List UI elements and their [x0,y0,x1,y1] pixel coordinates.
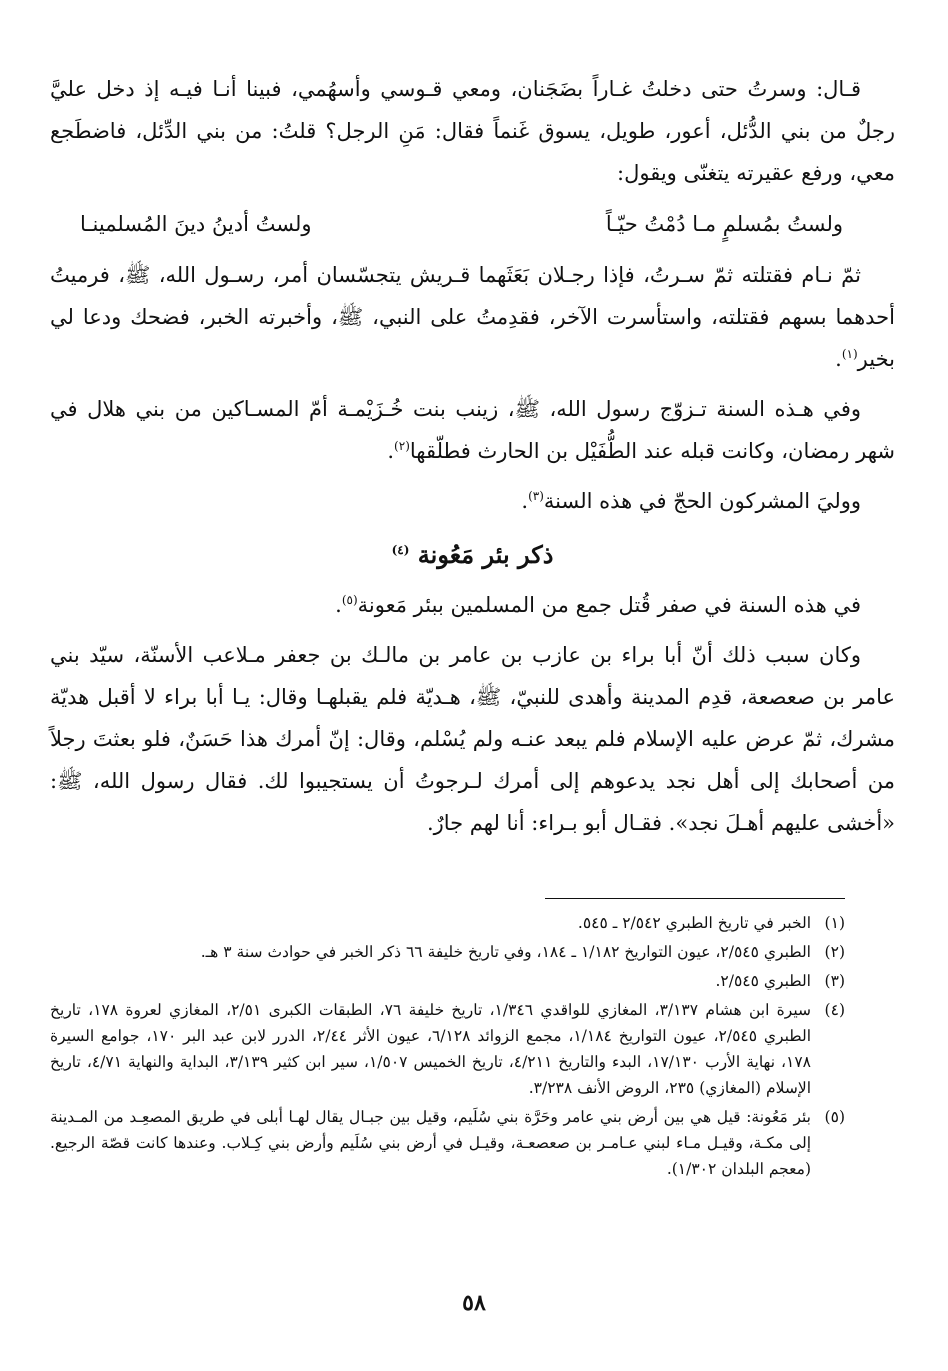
footnote-1 [50,910,845,936]
footnotes [50,910,845,1185]
paragraph-4: ووليَ المشركون الحجّ في هذه السنة$^{(٣)}$. [521,489,861,513]
footnote-ref-4[interactable]: (٤) [391,543,410,557]
footnote-text: الطبري ٢/٥٤٥، عيون التواريخ ١/١٨٢ ـ ١٨٤، وفي تاريخ خليفة ٦٦ ذكر الخبر في حوادث سنة ٣ هـ. [200,943,811,961]
footnote-text: الطبري ٢/٥٤٥. [715,972,811,990]
footnote-ref-2[interactable]: (٢) [394,439,410,453]
footnote-text: سيرة ابن هشام ٣/١٣٧، المغازي للواقدي ١/٣٤٦، تاريخ خليفة ٧٦، الطبقات الكبرى ٢/٥١، المغازي لعروة ١٧٨، تاريخ الطبري ٢/٥٤٥، عيون التواريخ ١/١٨٤، مجمع الزوائد ٦/١٢٨، عيون الأثر ٢/٤٤، الدرر لابن عبد البر ١٧٠، جوامع السيرة ١٧٨، نهاية الأرب ١٧/١٣٠، البدء والتاريخ ٤/٢١١، تاريخ الخميس ١/٥٠٧، سير ابن كثير ٣/١٣٩، البداية والنهاية ٤/٧١، تاريخ الإسلام (المغازي) ٢٣٥، الروض الأنف ٣/٢٣٨. [50,1001,812,1097]
paragraph-6: وكان سبب ذلك أنّ أبا براء بن عازب بن عامر بن مالـك بن جعفر مـلاعب الأسنّة، سيّد بني عامر بن صعصعة، قدِم المدينة وأهدى للنبيّ، ﷺ، هـديّة فلم يقبلهـا وقال: يـا أبا براء لا أقبل هديّة مشرك، ثمّ عرض عليه الإسلام فلم يبعد عنـه ولم يُسْلم، وقال: إنّ أمرك هذا حَسَنٌ، فلو بعثتَ رجلاً من أصحابك إلى أهل نجد يدعوهم إلى أمرك لـرجوتُ أن يستجيبوا لك. فقال رسول الله، ﷺ: «أخشى عليهم أهـلَ نجد». فقـال أبو بـراء: أنا لهم جارٌ. [50,643,895,835]
footnote-number: (٢) [824,943,845,961]
footnote-number: (٥) [824,1108,845,1126]
footnote-2 [50,939,845,965]
verse-hemistich-2: ولستُ أدينُ دينَ المُسلمينـا [80,212,312,236]
footnote-4 [50,997,845,1101]
page-number: ٥٨ [462,1290,486,1316]
footnote-ref-5[interactable]: (٥) [341,593,358,607]
footnote-5 [50,1104,845,1182]
paragraph-3: وفي هـذه السنة تـزوّج رسول الله، ﷺ، زينب بنت خُـزَيْمـة أمّ المسـاكين من بني هلال في شهر رمضان، وكانت قبله عند الطُّفَيْل بن الحارث فطلّقها$^{(٢)}$. [50,397,895,463]
footnote-ref-3[interactable]: (٣) [528,489,544,503]
main-text [50,68,895,852]
footnote-ref-1[interactable]: (١) [841,347,858,361]
footnote-3 [50,968,845,994]
footnote-text: الخبر في تاريخ الطبري ٢/٥٤٢ ـ ٥٤٥. [577,914,811,932]
paragraph-1: قـال: وسرتُ حتى دخلتُ غـاراً بضَجَنان، ومعي قـوسي وأسهُمي، فبينا أنـا فيـه إذ دخل عليَّ رجلٌ من بني الدُّئل، أعور، طويل، يسوق غَنماً فقال: مَنِ الرجل؟ قلتُ: من بني الدِّئل، فاضطَجع معي، ورفع عقيرته يتغنّى ويقول: [50,77,895,185]
verse-hemistich-1: ولستُ بمُسلمٍ مـا دُمْتُ حيّـاً [605,212,843,236]
paragraph-2: ثمّ نـام فقتلته ثمّ سـرتُ، فإذا رجـلان بَعَثَهما قـريش يتجسّسان أمر، رسـول الله، ﷺ، فرميتُ أحدهما بسهم فقتلته، واستأسرت الآخر، فقدِمتُ على النبي، ﷺ، وأخبرته الخبر، فضحك ودعا لي بخير$^{(١)}$. [50,263,895,371]
footnote-number: (٤) [824,1001,845,1019]
footnote-text: بئر مَعُونة: قيل هي بين أرض بني عامر وحَرَّة بني سُلَيم، وقيل بين جبـال يقال لهـا أبلى في طريق المصعِـد من المـدينة إلى مكـة، وقيـل مـاء لبني عـامـر بن صعصعـة، وقيـل في أرض بني سُلَيم وأرض بني كِـلاب. وعندها كانت قصّة الرجيع. (معجم البلدان ١/٣٠٢). [50,1108,811,1178]
paragraph-5: في هذه السنة في صفر قُتل جمع من المسلمين ببئر مَعونة$^{(٥)}$. [335,593,861,617]
footnote-divider [545,898,845,899]
poetry-verse [50,202,895,246]
section-heading: ذكر بئر مَعُونة $^{(٤)}$ [391,540,554,569]
footnote-number: (١) [824,914,845,932]
footnote-number: (٣) [824,972,845,990]
